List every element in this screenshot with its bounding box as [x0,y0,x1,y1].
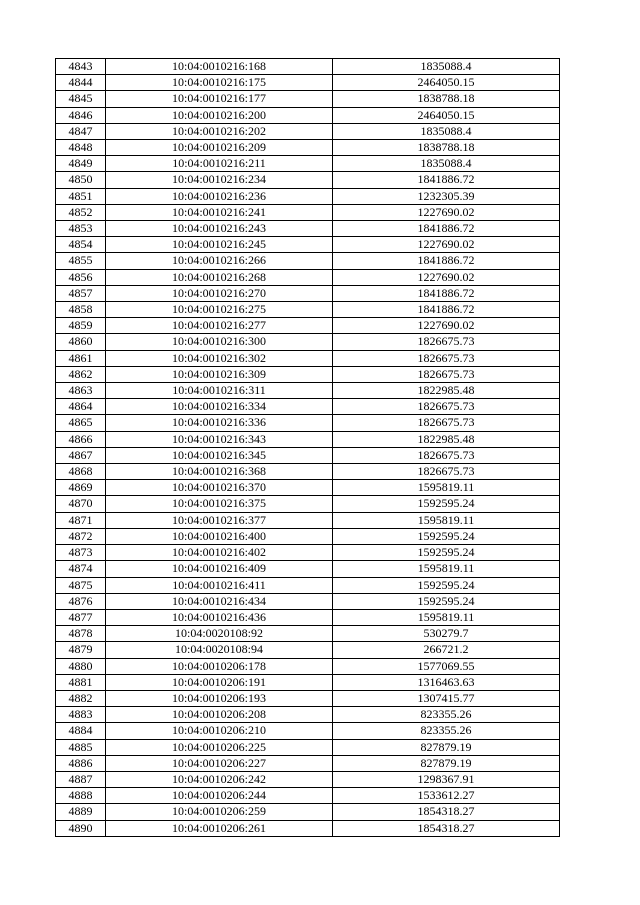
cadastral-number-cell: 10:04:0010206:193 [106,690,333,706]
cadastral-number-cell: 10:04:0010216:345 [106,447,333,463]
value-cell: 1227690.02 [333,318,560,334]
cadastral-number-cell: 10:04:0010216:334 [106,399,333,415]
cadastral-number-cell: 10:04:0010216:343 [106,431,333,447]
value-cell: 1227690.02 [333,269,560,285]
cadastral-number-cell: 10:04:0010216:211 [106,156,333,172]
cadastral-number-cell: 10:04:0010216:436 [106,609,333,625]
table-row [56,221,560,237]
table-row [56,75,560,91]
cadastral-number-cell: 10:04:0010216:245 [106,237,333,253]
row-number-cell: 4887 [56,771,106,787]
value-cell: 1826675.73 [333,447,560,463]
row-number-cell: 4858 [56,302,106,318]
table-row [56,820,560,836]
row-number-cell: 4882 [56,690,106,706]
table-row [56,739,560,755]
cadastral-number-cell: 10:04:0010216:175 [106,75,333,91]
table-row [56,91,560,107]
row-number-cell: 4881 [56,674,106,690]
value-cell: 1822985.48 [333,431,560,447]
row-number-cell: 4883 [56,707,106,723]
table-row [56,577,560,593]
table-row [56,464,560,480]
table-row [56,188,560,204]
value-cell: 1838788.18 [333,91,560,107]
value-cell: 1835088.4 [333,59,560,75]
cadastral-number-cell: 10:04:0010216:400 [106,528,333,544]
value-cell: 1854318.27 [333,820,560,836]
table-row [56,204,560,220]
table-row [56,383,560,399]
cadastral-number-cell: 10:04:0020108:92 [106,626,333,642]
cadastral-number-cell: 10:04:0010216:277 [106,318,333,334]
row-number-cell: 4872 [56,528,106,544]
cadastral-number-cell: 10:04:0010216:234 [106,172,333,188]
cadastral-number-cell: 10:04:0010216:202 [106,123,333,139]
row-number-cell: 4880 [56,658,106,674]
row-number-cell: 4869 [56,480,106,496]
row-number-cell: 4870 [56,496,106,512]
cadastral-number-cell: 10:04:0010206:178 [106,658,333,674]
table-row [56,658,560,674]
row-number-cell: 4864 [56,399,106,415]
cadastral-number-cell: 10:04:0010216:302 [106,350,333,366]
value-cell: 1822985.48 [333,383,560,399]
value-cell: 827879.19 [333,739,560,755]
row-number-cell: 4884 [56,723,106,739]
table-row [56,545,560,561]
table-row [56,415,560,431]
cadastral-number-cell: 10:04:0010216:434 [106,593,333,609]
row-number-cell: 4845 [56,91,106,107]
cadastral-number-cell: 10:04:0010216:375 [106,496,333,512]
row-number-cell: 4851 [56,188,106,204]
cadastral-number-cell: 10:04:0010216:336 [106,415,333,431]
value-cell: 1841886.72 [333,221,560,237]
table-row [56,350,560,366]
cadastral-number-cell: 10:04:0010216:266 [106,253,333,269]
row-number-cell: 4886 [56,755,106,771]
cadastral-number-cell: 10:04:0010216:177 [106,91,333,107]
cadastral-number-cell: 10:04:0010206:227 [106,755,333,771]
table-row [56,431,560,447]
cadastral-number-cell: 10:04:0010216:311 [106,383,333,399]
value-cell: 1595819.11 [333,561,560,577]
value-cell: 1826675.73 [333,399,560,415]
cadastral-number-cell: 10:04:0010216:402 [106,545,333,561]
cadastral-number-cell: 10:04:0010206:208 [106,707,333,723]
value-cell: 1232305.39 [333,188,560,204]
row-number-cell: 4857 [56,285,106,301]
value-cell: 1835088.4 [333,156,560,172]
row-number-cell: 4865 [56,415,106,431]
table-row [56,447,560,463]
cadastral-number-cell: 10:04:0010206:259 [106,804,333,820]
table-row [56,285,560,301]
row-number-cell: 4875 [56,577,106,593]
row-number-cell: 4861 [56,350,106,366]
table-row [56,253,560,269]
row-number-cell: 4868 [56,464,106,480]
table-row [56,512,560,528]
value-cell: 1577069.55 [333,658,560,674]
row-number-cell: 4862 [56,366,106,382]
table-row [56,237,560,253]
row-number-cell: 4867 [56,447,106,463]
value-cell: 2464050.15 [333,75,560,91]
value-cell: 1307415.77 [333,690,560,706]
value-cell: 1316463.63 [333,674,560,690]
row-number-cell: 4888 [56,788,106,804]
value-cell: 1826675.73 [333,334,560,350]
row-number-cell: 4856 [56,269,106,285]
table-row [56,172,560,188]
cadastral-number-cell: 10:04:0010216:300 [106,334,333,350]
value-cell: 1826675.73 [333,366,560,382]
value-cell: 2464050.15 [333,107,560,123]
table-row [56,399,560,415]
cadastral-number-cell: 10:04:0010206:242 [106,771,333,787]
value-cell: 1841886.72 [333,302,560,318]
cadastral-number-cell: 10:04:0010206:191 [106,674,333,690]
table-row [56,123,560,139]
value-cell: 1298367.91 [333,771,560,787]
row-number-cell: 4877 [56,609,106,625]
cadastral-number-cell: 10:04:0010216:370 [106,480,333,496]
row-number-cell: 4855 [56,253,106,269]
value-cell: 823355.26 [333,723,560,739]
table-row [56,156,560,172]
row-number-cell: 4890 [56,820,106,836]
row-number-cell: 4849 [56,156,106,172]
value-cell: 1227690.02 [333,204,560,220]
value-cell: 1592595.24 [333,593,560,609]
row-number-cell: 4879 [56,642,106,658]
data-table [55,58,560,837]
table-row [56,690,560,706]
value-cell: 1595819.11 [333,609,560,625]
value-cell: 1595819.11 [333,512,560,528]
table-row [56,609,560,625]
table-row [56,707,560,723]
row-number-cell: 4871 [56,512,106,528]
cadastral-number-cell: 10:04:0010216:411 [106,577,333,593]
value-cell: 1592595.24 [333,528,560,544]
cadastral-number-cell: 10:04:0010216:377 [106,512,333,528]
cadastral-number-cell: 10:04:0010216:168 [106,59,333,75]
row-number-cell: 4874 [56,561,106,577]
value-cell: 1592595.24 [333,577,560,593]
row-number-cell: 4846 [56,107,106,123]
cadastral-number-cell: 10:04:0010216:209 [106,140,333,156]
row-number-cell: 4843 [56,59,106,75]
cadastral-number-cell: 10:04:0010216:368 [106,464,333,480]
value-cell: 530279.7 [333,626,560,642]
row-number-cell: 4876 [56,593,106,609]
value-cell: 1838788.18 [333,140,560,156]
value-cell: 1595819.11 [333,480,560,496]
row-number-cell: 4863 [56,383,106,399]
cadastral-number-cell: 10:04:0010216:268 [106,269,333,285]
table-row [56,771,560,787]
cadastral-number-cell: 10:04:0010206:244 [106,788,333,804]
row-number-cell: 4844 [56,75,106,91]
value-cell: 1826675.73 [333,464,560,480]
value-cell: 1533612.27 [333,788,560,804]
table-row [56,59,560,75]
table-row [56,788,560,804]
row-number-cell: 4854 [56,237,106,253]
cadastral-number-cell: 10:04:0010216:275 [106,302,333,318]
table-row [56,626,560,642]
table-row [56,480,560,496]
value-cell: 1826675.73 [333,350,560,366]
value-cell: 827879.19 [333,755,560,771]
table-row [56,318,560,334]
row-number-cell: 4859 [56,318,106,334]
table-row [56,496,560,512]
table-row [56,723,560,739]
row-number-cell: 4852 [56,204,106,220]
table-row [56,755,560,771]
table-row [56,642,560,658]
table-row [56,528,560,544]
row-number-cell: 4889 [56,804,106,820]
table-row [56,107,560,123]
cadastral-number-cell: 10:04:0010216:409 [106,561,333,577]
table-row [56,334,560,350]
table-row [56,561,560,577]
table-row [56,140,560,156]
table-row [56,674,560,690]
cadastral-number-cell: 10:04:0010206:210 [106,723,333,739]
table-row [56,302,560,318]
row-number-cell: 4878 [56,626,106,642]
table-row [56,366,560,382]
row-number-cell: 4860 [56,334,106,350]
cadastral-number-cell: 10:04:0010216:241 [106,204,333,220]
cadastral-number-cell: 10:04:0010216:236 [106,188,333,204]
cadastral-number-cell: 10:04:0010216:243 [106,221,333,237]
value-cell: 823355.26 [333,707,560,723]
cadastral-number-cell: 10:04:0010206:225 [106,739,333,755]
table-row [56,593,560,609]
value-cell: 1841886.72 [333,253,560,269]
value-cell: 1835088.4 [333,123,560,139]
row-number-cell: 4850 [56,172,106,188]
row-number-cell: 4847 [56,123,106,139]
cadastral-number-cell: 10:04:0010216:309 [106,366,333,382]
table-row [56,804,560,820]
value-cell: 1227690.02 [333,237,560,253]
table-body [56,59,560,837]
row-number-cell: 4848 [56,140,106,156]
row-number-cell: 4853 [56,221,106,237]
row-number-cell: 4866 [56,431,106,447]
row-number-cell: 4873 [56,545,106,561]
value-cell: 266721.2 [333,642,560,658]
cadastral-number-cell: 10:04:0010216:270 [106,285,333,301]
cadastral-number-cell: 10:04:0010206:261 [106,820,333,836]
value-cell: 1841886.72 [333,172,560,188]
cadastral-number-cell: 10:04:0010216:200 [106,107,333,123]
value-cell: 1592595.24 [333,496,560,512]
value-cell: 1592595.24 [333,545,560,561]
value-cell: 1826675.73 [333,415,560,431]
value-cell: 1841886.72 [333,285,560,301]
value-cell: 1854318.27 [333,804,560,820]
row-number-cell: 4885 [56,739,106,755]
table-row [56,269,560,285]
cadastral-number-cell: 10:04:0020108:94 [106,642,333,658]
